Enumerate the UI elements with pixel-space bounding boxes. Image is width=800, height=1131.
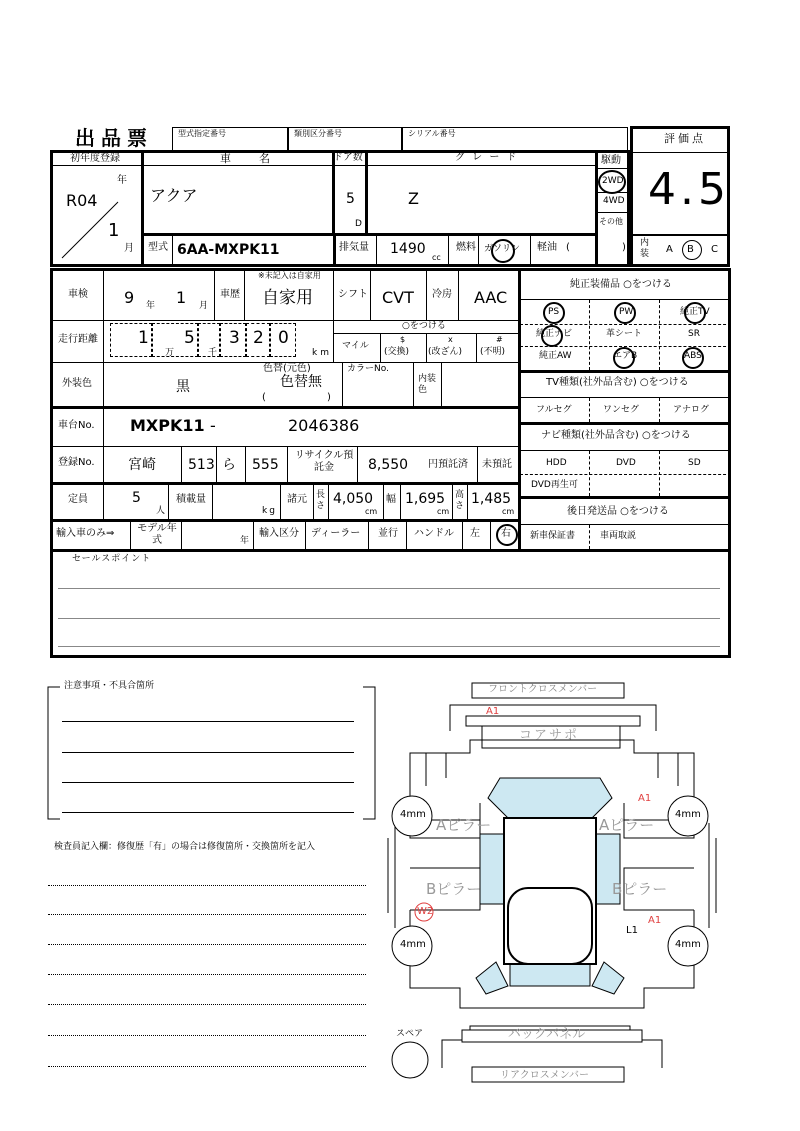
- mark-a1-right: A1: [638, 793, 652, 804]
- model-year-unit: 年: [240, 536, 250, 546]
- displacement-value: 1490: [390, 241, 426, 257]
- width-unit: cm: [437, 507, 450, 516]
- recycle-unpaid: 未預託: [482, 459, 512, 470]
- handle-label: ハンドル: [414, 528, 454, 539]
- tire-rl-depth: 4mm: [400, 939, 426, 950]
- height-label: 高さ: [455, 490, 465, 511]
- handle-left: 左: [470, 528, 480, 539]
- shift-value: CVT: [382, 288, 414, 307]
- width-label: 幅: [386, 494, 396, 505]
- mile-label: マイル: [342, 341, 369, 351]
- caution-label: 注意事項・不具合箇所: [64, 681, 155, 691]
- mileage-digit-5: 0: [278, 328, 289, 348]
- serial-label: シリアル番号: [408, 129, 456, 138]
- later-manual: 車両取説: [600, 531, 637, 541]
- b-pillar-right-label: Bピラー: [612, 880, 668, 898]
- interior-b: B: [687, 244, 694, 255]
- ac-label: 冷房: [432, 289, 452, 300]
- first-reg-year: R04: [66, 191, 98, 210]
- mark-l1: L1: [626, 925, 638, 936]
- dvd-playable: DVD再生可: [531, 480, 578, 490]
- mileage-digit-2: 5: [184, 328, 195, 348]
- inspector-label: 検査員記入欄：修復歴「有」の場合は修復箇所・交換箇所を記入: [54, 842, 316, 852]
- import-label: 輸入車のみ⇒: [56, 528, 115, 539]
- capacity-value: 5: [132, 490, 141, 506]
- mark-a1-front: A1: [486, 706, 500, 717]
- color-no-label: カラーNo.: [347, 364, 389, 374]
- car-name: アクア: [150, 186, 198, 205]
- tv-analog: アナログ: [673, 405, 710, 415]
- capacity-unit: 人: [156, 506, 166, 516]
- chassis-number: 2046386: [288, 416, 360, 435]
- interior-b-circle: [682, 240, 702, 260]
- a-pillar-right-label: Aピラー: [599, 816, 655, 834]
- inspection-year-unit: 年: [146, 301, 156, 311]
- mile-opt-2-sym: x: [448, 335, 453, 344]
- navi-dvd: DVD: [616, 458, 636, 468]
- core-support-label: コアサポ: [519, 728, 580, 743]
- model-year-label: モデル年式: [137, 523, 177, 546]
- score-value: 4.5: [648, 164, 730, 215]
- reg-number: 555: [252, 457, 279, 473]
- recycle-paid: 円預託済: [428, 459, 468, 470]
- height-value: 1,485: [471, 491, 512, 507]
- interior-label: 内装: [640, 238, 650, 259]
- ac-value: AAC: [474, 288, 508, 307]
- import-type-label: 輸入区分: [259, 528, 299, 539]
- cc-unit: cc: [432, 253, 441, 262]
- door-sub: D: [355, 219, 362, 229]
- drive-2wd: 2WD: [602, 176, 624, 186]
- first-reg-month: 1: [108, 220, 120, 241]
- mileage-digit-4: 2: [253, 328, 264, 348]
- year-unit: 年: [117, 175, 127, 186]
- equip-pw: PW: [619, 307, 634, 317]
- navi-hdd: HDD: [546, 458, 567, 468]
- import-dealer: ディーラー: [311, 528, 361, 539]
- reg-area: 宮崎: [128, 457, 156, 473]
- mile-opt-1-sym: $: [400, 335, 406, 344]
- equip-title: 純正装備品 ○をつける: [570, 279, 672, 290]
- interior-c: C: [711, 244, 718, 255]
- mile-opt-3: (不明): [480, 347, 506, 357]
- mileage-digit-1: 1: [138, 328, 149, 348]
- drive-2wd-circle: [598, 170, 626, 194]
- import-parallel: 並行: [378, 528, 398, 539]
- equip-leather: 革シート: [606, 329, 643, 339]
- month-unit: 月: [124, 243, 134, 254]
- ext-color-value: 黒: [176, 379, 190, 395]
- drive-other: その他: [599, 217, 623, 226]
- fuel-diesel: 軽油: [537, 242, 557, 253]
- tv-title: TV種類(社外品含む) ○をつける: [546, 377, 689, 388]
- reg-kana: ら: [222, 457, 236, 473]
- caution-bracket: [44, 686, 379, 821]
- mile-opt-2: (改ざん): [428, 347, 463, 357]
- a-pillar-left-label: Aピラー: [436, 816, 492, 834]
- model-label: 型式: [148, 242, 168, 253]
- inspection-month-unit: 月: [199, 301, 209, 311]
- navi-sd: SD: [688, 458, 701, 468]
- first-reg-label: 初年度登録: [70, 153, 120, 164]
- later-warranty: 新車保証書: [530, 531, 576, 541]
- recycle-label: リサイクル預託金: [294, 450, 354, 473]
- spare-label: スペア: [396, 1029, 424, 1039]
- inspection-year: 9: [124, 288, 135, 307]
- history-note: ※未記入は自家用: [258, 271, 321, 280]
- repaint-value: 色替無: [280, 374, 322, 390]
- front-cross-label: フロントクロスメンバー: [488, 684, 598, 695]
- handle-right: 右: [501, 528, 511, 539]
- doors-value: 5: [346, 191, 355, 207]
- width-value: 1,695: [405, 491, 446, 507]
- drive-4wd: 4WD: [603, 196, 625, 206]
- navi-title: ナビ種類(社外品含む) ○をつける: [541, 430, 691, 441]
- sen-unit: 千: [208, 348, 218, 358]
- length-value: 4,050: [333, 491, 374, 507]
- chassis-prefix: MXPK11: [130, 416, 205, 435]
- equip-tv: 純正TV: [680, 307, 710, 317]
- dims-label: 諸元: [287, 494, 307, 505]
- history-value: 自家用: [262, 288, 313, 308]
- fuel-label: 燃料: [456, 242, 476, 253]
- mark-w2: W2: [417, 906, 434, 917]
- repaint-paren-close: ): [327, 392, 331, 403]
- sales-point-label: セールスポイント: [72, 554, 152, 564]
- handle-right-circle: [496, 524, 518, 546]
- form-title: 出品票: [75, 126, 153, 150]
- grade-label: グ レ ー ド: [455, 152, 519, 163]
- displacement-label: 排気量: [339, 242, 369, 253]
- model-value: 6AA-MXPK11: [177, 242, 280, 258]
- length-label: 長さ: [316, 490, 326, 511]
- tire-fl-depth: 4mm: [400, 809, 426, 820]
- chassis-label: 車台No.: [58, 420, 95, 431]
- fuel-gasoline-circle: [491, 239, 515, 263]
- mileage-label: 走行距離: [58, 334, 98, 345]
- equip-abs: ABS: [684, 351, 702, 361]
- chassis-dash: -: [210, 416, 216, 435]
- mileage-digit-3: 3: [229, 328, 240, 348]
- type-cert-label: 型式指定番号: [178, 129, 226, 138]
- back-panel-label: バックパネル: [508, 1027, 586, 1042]
- score-label: 評価点: [664, 132, 706, 145]
- category-label: 類別区分番号: [294, 129, 342, 138]
- repaint-label: 色替(元色): [263, 363, 311, 374]
- equip-sr: SR: [688, 329, 700, 339]
- km-unit: km: [312, 348, 332, 358]
- later-title: 後日発送品 ○をつける: [567, 506, 669, 517]
- tv-fullseg: フルセグ: [536, 405, 572, 415]
- equip-aw: 純正AW: [539, 351, 572, 361]
- load-unit: kg: [262, 506, 277, 516]
- mile-opt-3-sym: #: [496, 335, 503, 344]
- fuel-gasoline: ガソリン: [484, 244, 521, 254]
- repaint-paren-open: (: [262, 392, 266, 403]
- length-unit: cm: [365, 507, 378, 516]
- mile-opt-1: (交換): [384, 347, 410, 357]
- ext-color-label: 外装色: [62, 378, 92, 389]
- reg-label: 登録No.: [58, 457, 95, 468]
- drive-label: 駆動: [601, 155, 621, 166]
- car-name-label: 車 名: [220, 152, 272, 165]
- load-label: 積載量: [176, 494, 206, 505]
- b-pillar-left-label: Bピラー: [426, 880, 482, 898]
- history-label: 車歴: [220, 289, 240, 300]
- rear-cross-label: リアクロスメンバー: [500, 1070, 589, 1081]
- height-unit: cm: [502, 507, 515, 516]
- doors-label: ドア数: [333, 152, 363, 163]
- tire-rr-depth: 4mm: [675, 939, 701, 950]
- capacity-label: 定員: [68, 494, 88, 505]
- interior-a: A: [666, 244, 673, 255]
- equip-navi: 純正ナビ: [536, 329, 573, 339]
- tv-oneseg: ワンセグ: [603, 405, 640, 415]
- fuel-paren-close: ): [622, 242, 626, 253]
- grade-value: Z: [408, 189, 419, 208]
- inspection-month: 1: [176, 288, 187, 307]
- recycle-value: 8,550: [368, 457, 409, 473]
- equip-airbag: エアB: [613, 351, 638, 361]
- man-unit: 万: [165, 348, 175, 358]
- mile-note: ○をつける: [402, 321, 446, 331]
- inspection-label: 車検: [68, 289, 88, 300]
- reg-class: 513: [188, 457, 215, 473]
- mark-a1-rear: A1: [648, 915, 662, 926]
- shift-label: シフト: [338, 289, 368, 300]
- int-color-label: 内装色: [418, 374, 437, 395]
- spare-tire: [392, 1042, 428, 1078]
- tire-fr-depth: 4mm: [675, 809, 701, 820]
- equip-ps: PS: [548, 307, 560, 317]
- fuel-paren-open: (: [566, 242, 570, 253]
